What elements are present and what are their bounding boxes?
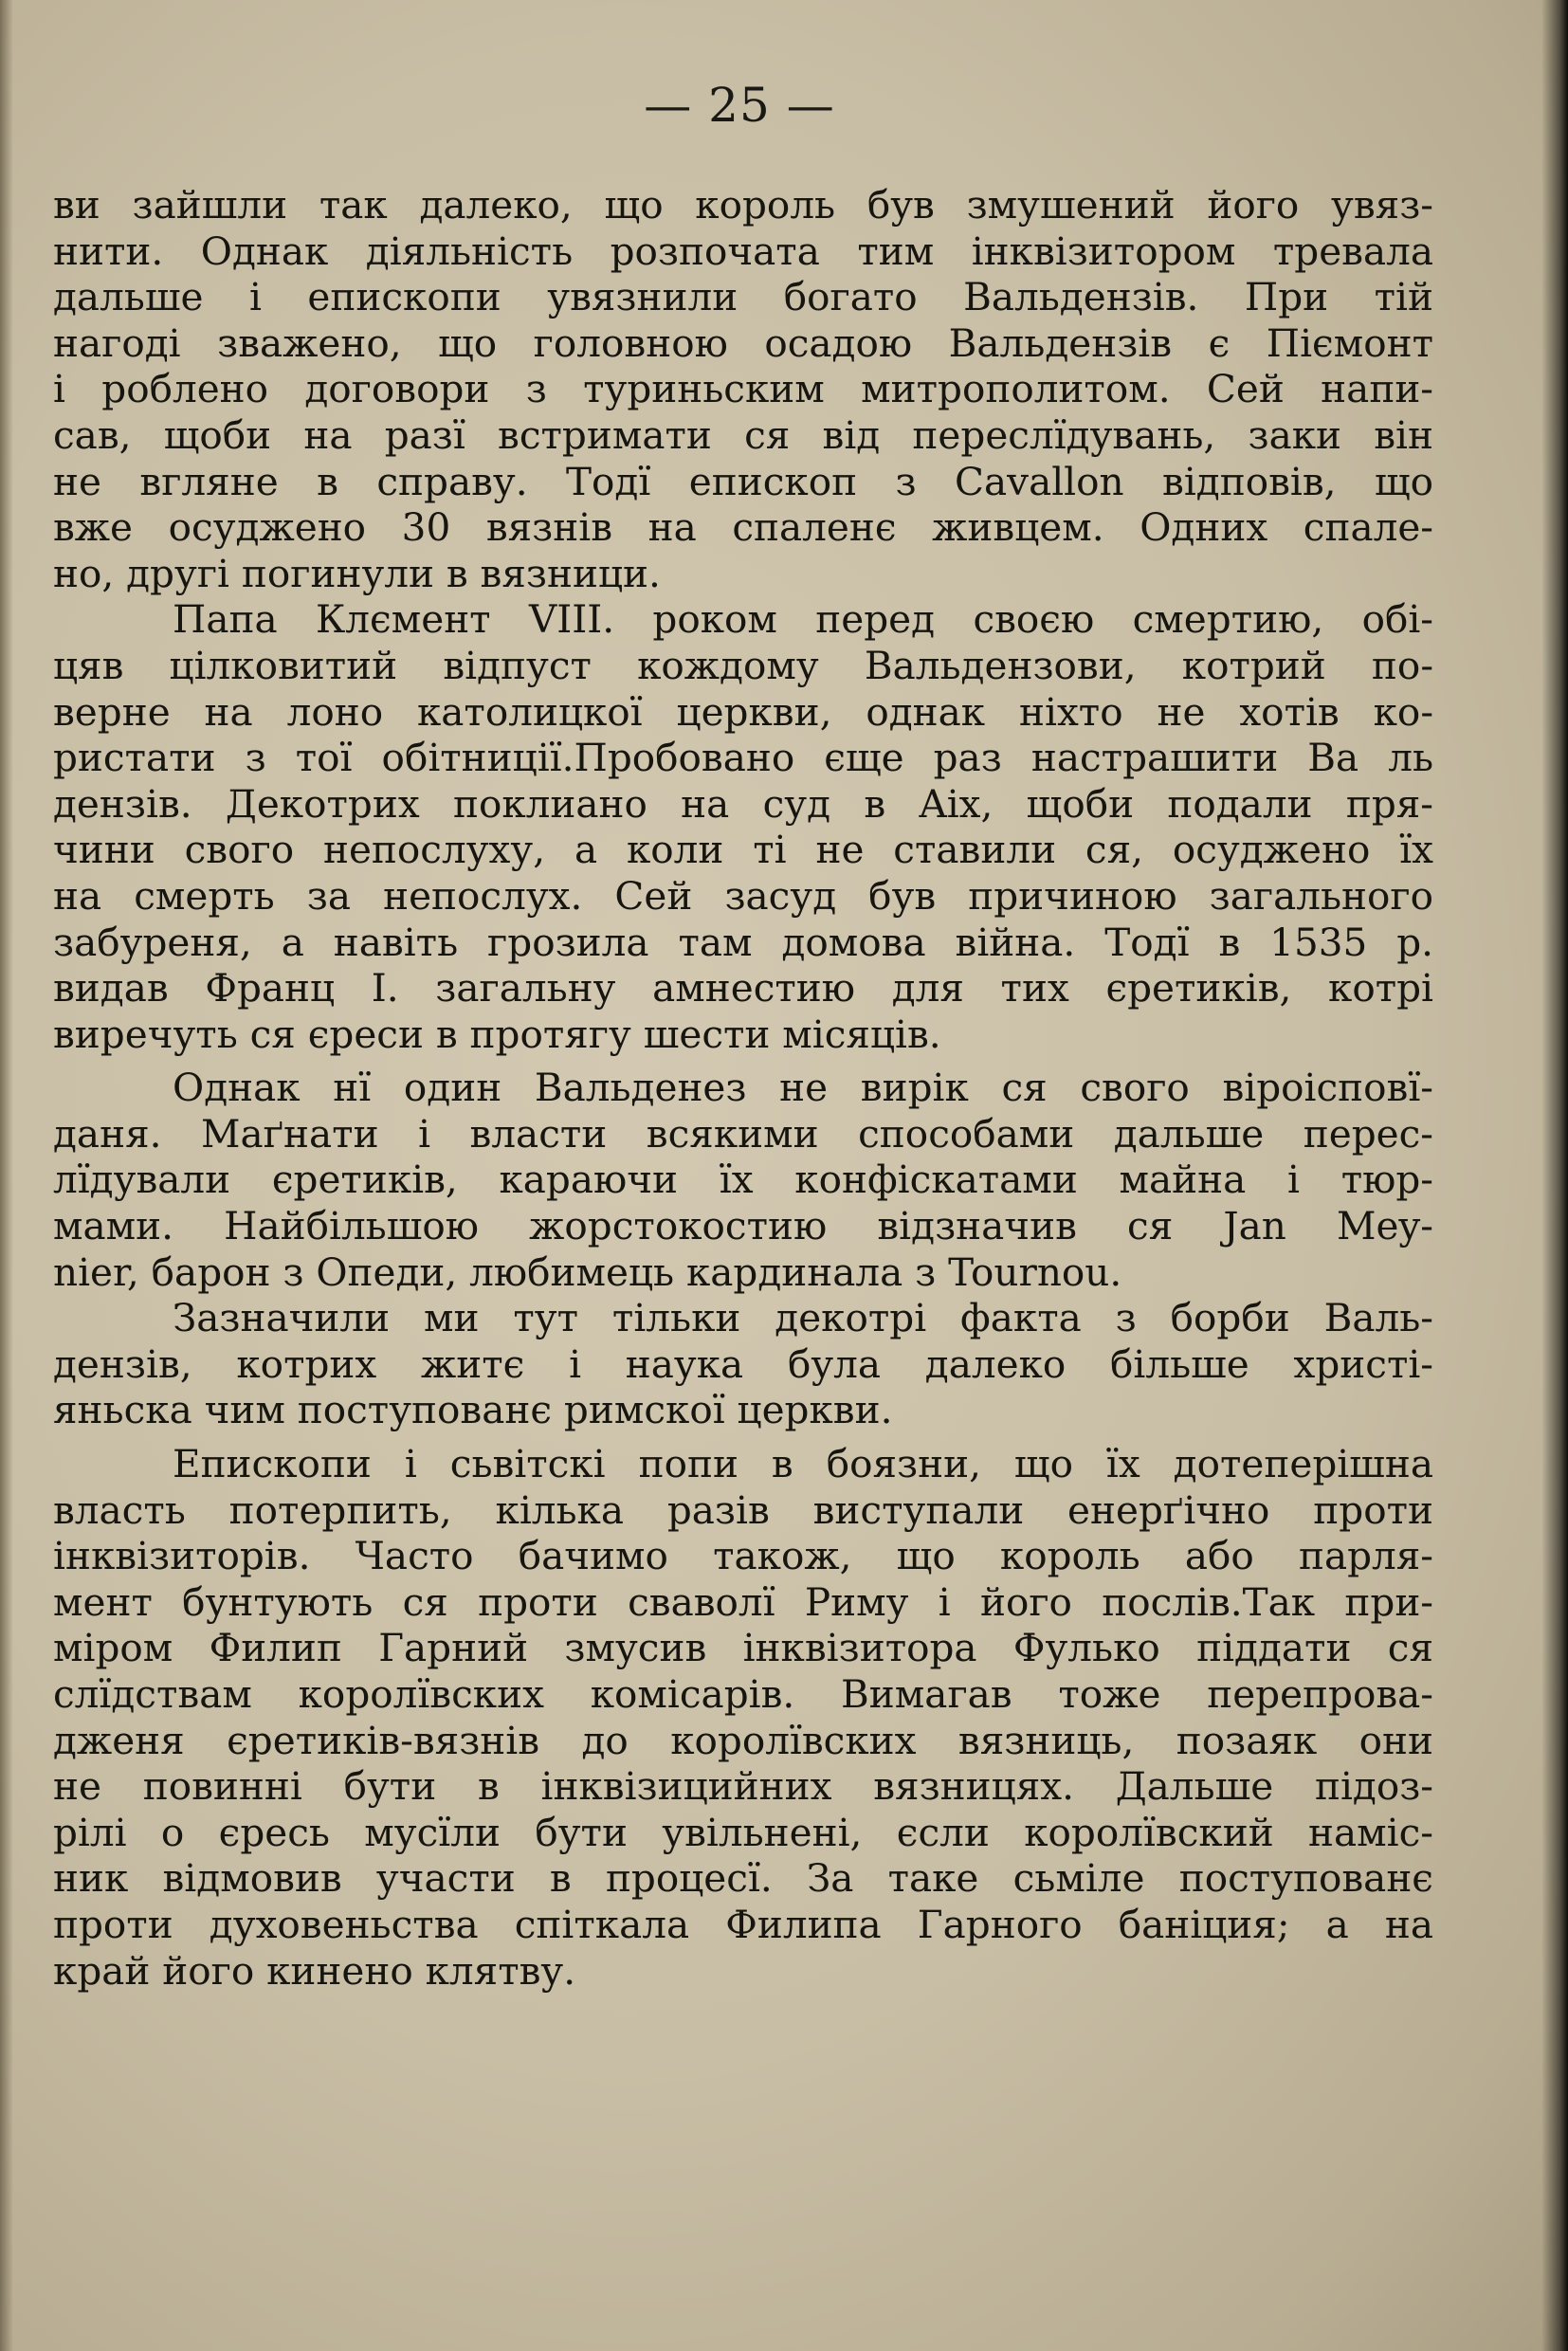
text-line: слїдствам королївских комісарів. Вимагав тоже перепрова-	[53, 1671, 1433, 1717]
text-line: не повинні бути в інквізицийних вязницях. Дальше підоз-	[53, 1763, 1433, 1810]
text-line: власть потерпить, кілька разів виступали енерґічно проти	[53, 1486, 1433, 1533]
text-line: міром Филип Гарний змусив інквізитора Фулько піддати ся	[53, 1625, 1433, 1671]
text-line: ник відмовив участи в процесї. За таке сьміле поступованє	[53, 1855, 1433, 1902]
paragraph-2	[53, 596, 1433, 1057]
paragraph-gap	[53, 1433, 1433, 1441]
text-line: рілі о єресь мусїли бути увільнені, єсли королївский наміс-	[53, 1809, 1433, 1855]
paragraph-5	[53, 1441, 1433, 1994]
text-line: нагоді зважено, що головною осадою Вальдензів є Піємонт	[53, 319, 1433, 366]
text-line: Однак нї один Вальденез не вирік ся свого віроісповї-	[173, 1065, 1433, 1111]
text-line: чини свого непослуху, а коли ті не ставили ся, осуджено їх	[53, 827, 1433, 873]
paragraph-4	[53, 1295, 1433, 1433]
text-line: мами. Найбільшою жорстокостию відзначив ся Jan Mey-	[53, 1203, 1433, 1249]
text-line: верне на лоно католицкої церкви, однак ніхто не хотів ко-	[53, 688, 1433, 735]
text-line: забуреня, а навіть грозила там домова війна. Тодї в 1535 р.	[53, 919, 1433, 965]
text-line: дензів. Декотрих поклиано на суд в Aix, щоби подали пря-	[53, 780, 1433, 827]
text-line: Епископи і сьвітскі попи в боязни, що їх дотеперішна	[173, 1441, 1433, 1487]
text-line: виречуть ся єреси в протягу шести місяців.	[53, 1011, 941, 1057]
page-left-edge	[0, 0, 13, 2351]
text-line: сав, щоби на разї встримати ся від переслїдувань, заки він	[53, 411, 1433, 458]
paragraph-3	[53, 1065, 1433, 1295]
paragraph-1	[53, 182, 1433, 596]
text-line: ристати з тої обітниції.Пробовано єще раз настрашити Ва ль	[53, 735, 1433, 781]
text-line: даня. Маґнати і власти всякими способами дальше перес-	[53, 1110, 1433, 1157]
text-line: Зазначили ми тут тільки декотрі факта з борби Валь-	[173, 1295, 1433, 1341]
text-line: вже осуджено 30 вязнів на спаленє живцем. Одних спале-	[53, 504, 1433, 551]
text-line: ви зайшли так далеко, що король був змушений його увяз-	[53, 182, 1433, 228]
text-line: і роблено договори з туриньским митрополитом. Сей напи-	[53, 366, 1433, 412]
text-line: мент бунтують ся проти сваволї Риму і його послів.Так при-	[53, 1578, 1433, 1625]
text-line: нити. Однак діяльність розпочата тим інквізитором тревала	[53, 228, 1433, 274]
text-line: видав Франц І. загальну амнестию для тих єретиків, котрі	[53, 965, 1433, 1011]
text-line: дензів, котрих житє і наука була далеко більше христі-	[53, 1340, 1433, 1387]
text-line: проти духовеньства спіткала Филипа Гарного баніция; а на	[53, 1901, 1433, 1947]
text-line: край його кинено клятву.	[53, 1947, 576, 1994]
text-line: на смерть за непослух. Сей засуд був причиною загального	[53, 872, 1433, 919]
text-line: не вгляне в справу. Тодї епископ з Cavallon відповів, що	[53, 458, 1433, 504]
text-line: інквізиторів. Часто бачимо також, що король або парля-	[53, 1533, 1433, 1579]
text-line: дженя єретиків-вязнів до королївских вязниць, позаяк они	[53, 1717, 1433, 1763]
text-line: nier, барон з Опеди, любимець кардинала з Tournou.	[53, 1248, 1122, 1295]
paragraph-gap	[53, 1057, 1433, 1065]
text-line: но, другі погинули в вязници.	[53, 550, 661, 596]
page-right-shadow	[1541, 0, 1568, 2351]
text-line: цяв цілковитий відпуст кождому Вальдензови, котрий по-	[53, 642, 1433, 688]
text-line: дальше і епископи увязнили богато Вальдензів. При тій	[53, 274, 1433, 320]
text-line: Папа Клємент VIII. роком перед своєю смертию, обі-	[173, 596, 1433, 643]
page-text	[53, 182, 1433, 1994]
text-line: яньска чим поступованє римскої церкви.	[53, 1387, 893, 1433]
page-number: — 25 —	[644, 78, 835, 133]
text-line: лїдували єретиків, караючи їх конфіскатами майна і тюр-	[53, 1157, 1433, 1203]
